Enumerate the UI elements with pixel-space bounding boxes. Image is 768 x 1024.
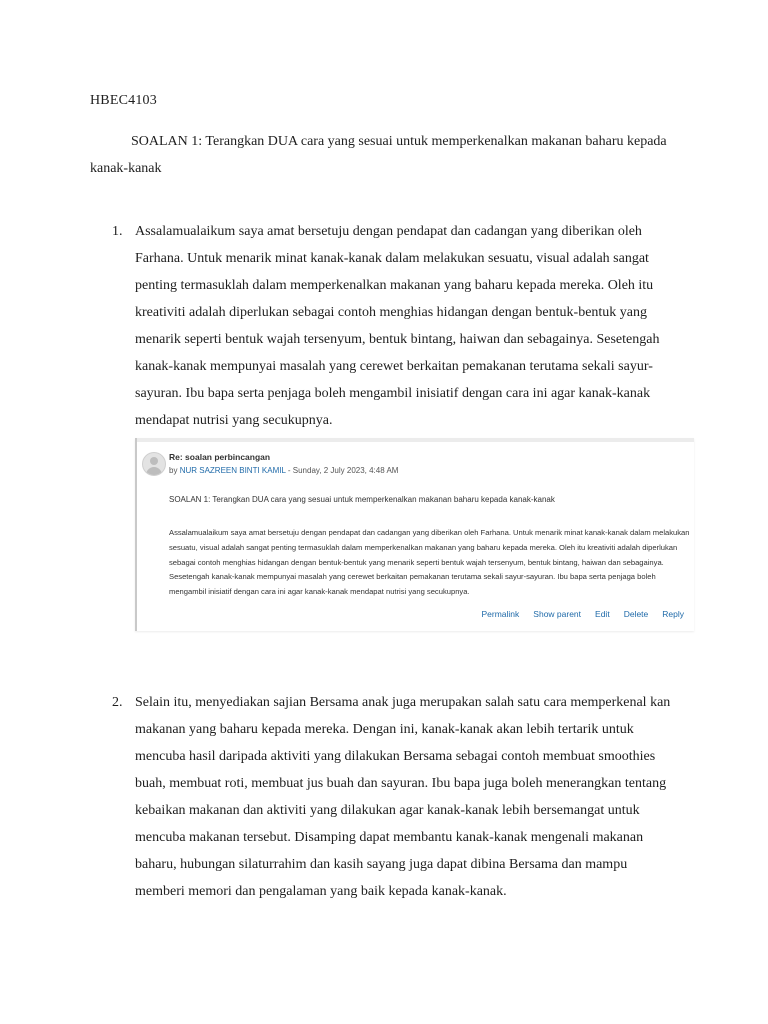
post-actions — [482, 609, 685, 619]
permalink-link[interactable]: Permalink — [481, 609, 520, 619]
post-date: - Sunday, 2 July 2023, 4:48 AM — [287, 466, 399, 475]
post-question: SOALAN 1: Terangkan DUA cara yang sesuai untuk memperkenalkan makanan baharu kepada kanak-kanak — [169, 495, 555, 504]
answer-text: Assalamualaikum saya amat bersetuju dengan pendapat dan cadangan yang diberikan oleh Farhana. Untuk menarik minat kanak-kanak dalam melakukan sesuatu, visual adalah sangat penting termasuklah dalam memperkenalkan makanan yang baharu kepada mereka. Oleh itu kreativiti adalah diperlukan sebagai contoh menghias hidangan dengan bentuk-bentuk yang menarik seperti bentuk wajah tersenyum, bentuk bintang, haiwan dan sebagainya. Sesetengah kanak-kanak mempunyai masalah yang cerewet berkaitan pemakanan terutama sekali sayur-sayuran. Ibu bapa serta penjaga boleh mengambil inisiatif dengan cara ini agar kanak-kanak mendapat nutrisi yang secukupnya. — [135, 224, 660, 428]
reply-link[interactable]: Reply — [662, 609, 684, 619]
list-number: 2. — [112, 695, 123, 710]
post-author-link[interactable]: NUR SAZREEN BINTI KAMIL — [179, 466, 286, 475]
forum-topbar — [137, 438, 694, 442]
question-text: SOALAN 1: Terangkan DUA cara yang sesuai untuk memperkenalkan makanan baharu kepada kanak-kanak — [90, 134, 667, 176]
answer-item-1 — [90, 218, 690, 434]
post-by-label: by — [169, 466, 178, 475]
forum-post-screenshot — [135, 438, 694, 631]
delete-link[interactable]: Delete — [623, 609, 649, 619]
answer-item-2 — [90, 689, 690, 905]
answer-text: Selain itu, menyediakan sajian Bersama anak juga merupakan salah satu cara memperkenal kan makanan yang baharu kepada mereka. Dengan ini, kanak-kanak akan lebih tertarik untuk mencuba hasil daripada aktiviti yang dilakukan Bersama sebagai contoh membuat smoothies buah, membuat roti, membuat jus buah dan sayuran. Ibu bapa juga boleh menerangkan tentang kebaikan makanan dan aktiviti yang dilakukan agar kanak-kanak lebih bersemangat untuk mencuba makanan tersebut. Disamping dapat membantu kanak-kanak mengenali makanan baharu, hubungan silaturrahim dan kasih sayang juga dapat dibina Bersama dan mampu memberi memori dan pengalaman yang baik kepada kanak-kanak. — [135, 695, 671, 899]
edit-link[interactable]: Edit — [595, 609, 610, 619]
show-parent-link[interactable]: Show parent — [533, 609, 582, 619]
list-number: 1. — [112, 224, 123, 239]
post-meta — [169, 466, 398, 475]
user-avatar-icon — [142, 452, 166, 476]
post-subject: Re: soalan perbincangan — [169, 452, 271, 462]
post-body: Assalamualaikum saya amat bersetuju dengan pendapat dan cadangan yang diberikan oleh Farhana. Untuk menarik minat kanak-kanak dalam melakukan sesuatu, visual adalah sangat penting termasuklah dalam memperkenalkan makanan yang baharu kepada mereka. Oleh itu kreativiti adalah diperlukan sebagai contoh menghias hidangan dengan bentuk-bentuk yang menarik seperti bentuk wajah tersenyum, bentuk bintang, haiwan dan sebagainya. Sesetengah kanak-kanak mempunyai masalah yang cerewet berkaitan pemakanan terutama sekali sayur-sayuran. Ibu bapa serta penjaga boleh mengambil inisiatif dengan cara ini agar kanak-kanak mendapat nutrisi yang secukupnya. — [169, 528, 690, 597]
course-code: HBEC4103 — [90, 93, 157, 108]
